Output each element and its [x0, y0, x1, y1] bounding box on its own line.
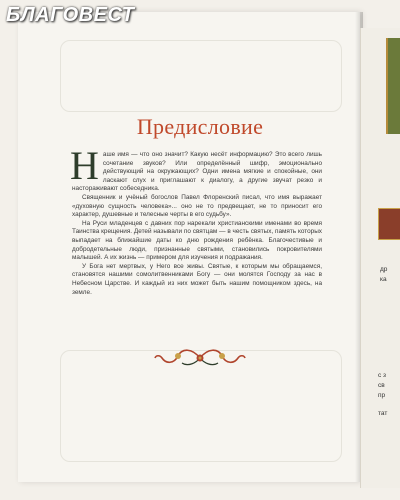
drop-cap: Н — [70, 143, 99, 188]
paragraph-3: На Руси младенцев с давних пор нарекали христианскими именами во время Таинства крещения. Детей называли по святцам — в честь святых, память которых выпадает на ближайшие даты ко дню рождения ребёнка. Благочестивые и добродетельные люди, признанные святыми, становились покровителями малышей. А их жизнь — примером для изучения и подражания. — [72, 219, 322, 262]
preface-text — [70, 143, 322, 297]
right-illustration-middle — [378, 208, 400, 240]
paragraph-1-text: аше имя — что оно значит? Какую несёт информацию? Это всего лишь сочетание звуков? Или определённый шифр, эмоционально действующий на окружающих? Одни имена мягкие и спокойные, они ласкают слух и приглашают к диалогу, а другие звучат резко и настораживают собеседника. — [72, 151, 322, 193]
paragraph-2: Священник и учёный богослов Павел Флоренский писал, что имя выражает «духовную сущность человека»... оно не то предвещает, не то приносит его характер, душевные и телесные черты в его судьбу». — [72, 193, 322, 219]
right-text-fragment: др — [380, 266, 388, 273]
right-text-fragment: с з — [378, 372, 387, 379]
paragraph-1 — [70, 143, 322, 194]
paragraph-4: У Бога нет мертвых, у Него все живы. Святые, к которым мы обращаемся, становятся нашими сомолитвенниками Богу — они молятся Господу за нас в Небесном Царстве. И каждый из них может быть нашим помощником здесь, на земле. — [72, 262, 322, 296]
right-text-fragment: ка — [380, 276, 387, 283]
right-text-fragment: тат — [378, 410, 388, 417]
right-text-fragment: св — [378, 382, 385, 389]
faint-ornament-top — [60, 40, 342, 112]
watermark-logo: БЛАГОВЕСТ — [6, 4, 135, 26]
right-text-fragment: пр — [378, 392, 386, 399]
page-title: Предисловие — [136, 114, 264, 139]
vine-ornament-icon — [152, 345, 248, 371]
